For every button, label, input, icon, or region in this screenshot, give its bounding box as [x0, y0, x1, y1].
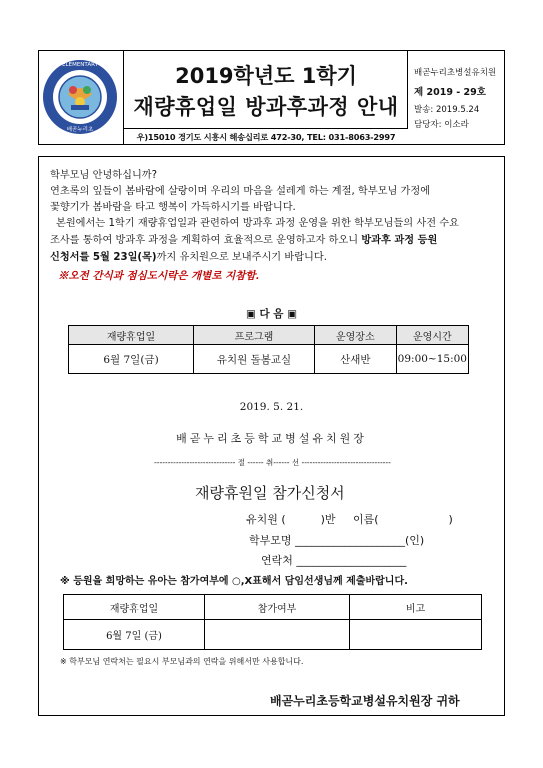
- schedule-header-cell: 프로그램: [194, 326, 315, 345]
- para2-line2: [50, 233, 495, 248]
- para2-line3-text: 까지 유치원으로 보내주시기 바랍니다.: [156, 252, 327, 263]
- parent-name-field[interactable]: 학부모명 ____________________(인): [249, 534, 425, 547]
- doc-number: 제 2019 - 29호: [414, 87, 486, 98]
- schedule-header-cell: 운영장소: [314, 326, 396, 345]
- remarks-cell[interactable]: [350, 620, 482, 650]
- schedule-header-cell: 재량휴업일: [69, 326, 194, 345]
- school-address: 우)15010 경기도 시흥시 해송십리로 472-30, TEL: 031-8063-2997: [124, 128, 408, 145]
- para2-line3-bold: 신청서를 5월 23일(목): [50, 252, 157, 263]
- greeting: 학부모님 안녕하십니까?: [50, 170, 158, 181]
- svg-text:배곧누리초: 배곧누리초: [66, 127, 94, 133]
- para2-line2-text: 조사를 통하여 방과후 과정을 계획하여 효율적으로 운영하고자 하오니: [50, 235, 359, 246]
- doc-title-line2: 재량휴업일 방과후과정 안내: [133, 95, 399, 119]
- child-class-name-field[interactable]: 유치원 ( )반 이름( ): [246, 513, 453, 526]
- application-header-cell: 비고: [350, 595, 482, 620]
- schedule-cell: 유치원 돌봄교실: [194, 345, 315, 374]
- letter-date: 2019. 5. 21.: [239, 401, 304, 413]
- issue-date: 발송: 2019.5.24: [414, 105, 480, 115]
- principal-signature: 배곧누리초등학교병설유치원장: [176, 432, 367, 445]
- school-logo-icon: [38, 50, 122, 143]
- person-in-charge: 담당자: 이소라: [414, 120, 469, 130]
- application-table: [63, 594, 482, 650]
- schedule-cell: 09:00~15:00: [396, 345, 468, 374]
- participation-cell[interactable]: [205, 620, 350, 650]
- application-header-cell: 재량휴업일: [64, 595, 205, 620]
- para2-line2-bold: 방과후 과정 등원: [361, 235, 438, 246]
- application-title: 재량휴원일 참가신청서: [195, 484, 345, 502]
- application-header-cell: 참가여부: [205, 595, 350, 620]
- schedule-cell: 산새반: [314, 345, 396, 374]
- privacy-footnote: ※ 학부모님 연락처는 필요시 부모님과의 연락을 위해서만 사용합니다.: [60, 657, 304, 666]
- contact-field[interactable]: 연락처 ____________________: [261, 554, 407, 567]
- para2-line1: 본원에서는 1학기 재량휴업일과 관련하여 방과후 과정 운영을 위한 학부모님들의 사전 수요: [56, 218, 459, 229]
- schedule-row: [69, 345, 469, 374]
- schedule-header-cell: 운영시간: [396, 326, 468, 345]
- doc-title-line1: 2019학년도 1학기: [175, 64, 357, 88]
- notice-heading: ▣ 다 음 ▣: [245, 308, 298, 320]
- para1-line1: 연초록의 잎들이 봄바람에 살랑이며 우리의 마음을 설레게 하는 계절, 학부모님 가정에: [50, 186, 431, 197]
- para2-line3: [50, 250, 495, 265]
- lunch-note: ※오전 간식과 점심도시락은 개별로 지참함.: [58, 270, 260, 282]
- schedule-header-row: [69, 326, 469, 345]
- application-header-row: [64, 595, 482, 620]
- para1-line2: 꽃향기가 봄바람을 타고 행복이 가득하시기를 바랍니다.: [50, 202, 296, 213]
- application-date-cell: 6월 7일 (금): [64, 620, 205, 650]
- school-name: 배곧누리초병설유치원: [414, 68, 497, 78]
- addressee: 배곧누리초등학교병설유치원장 귀하: [270, 694, 460, 708]
- cut-line: ------------------------------ 절 ------ 취------ 선 ---------------------------------: [154, 458, 391, 467]
- application-row: [64, 620, 482, 650]
- application-instruction: ※ 등원을 희망하는 유아는 참가여부에 ○,X표해서 담임선생님께 제출바랍니다.: [60, 576, 408, 587]
- logo-cell: [38, 50, 124, 145]
- svg-text:ELEMENTARY: ELEMENTARY: [62, 62, 98, 68]
- schedule-cell: 6월 7일(금): [69, 345, 194, 374]
- schedule-table: [68, 325, 469, 374]
